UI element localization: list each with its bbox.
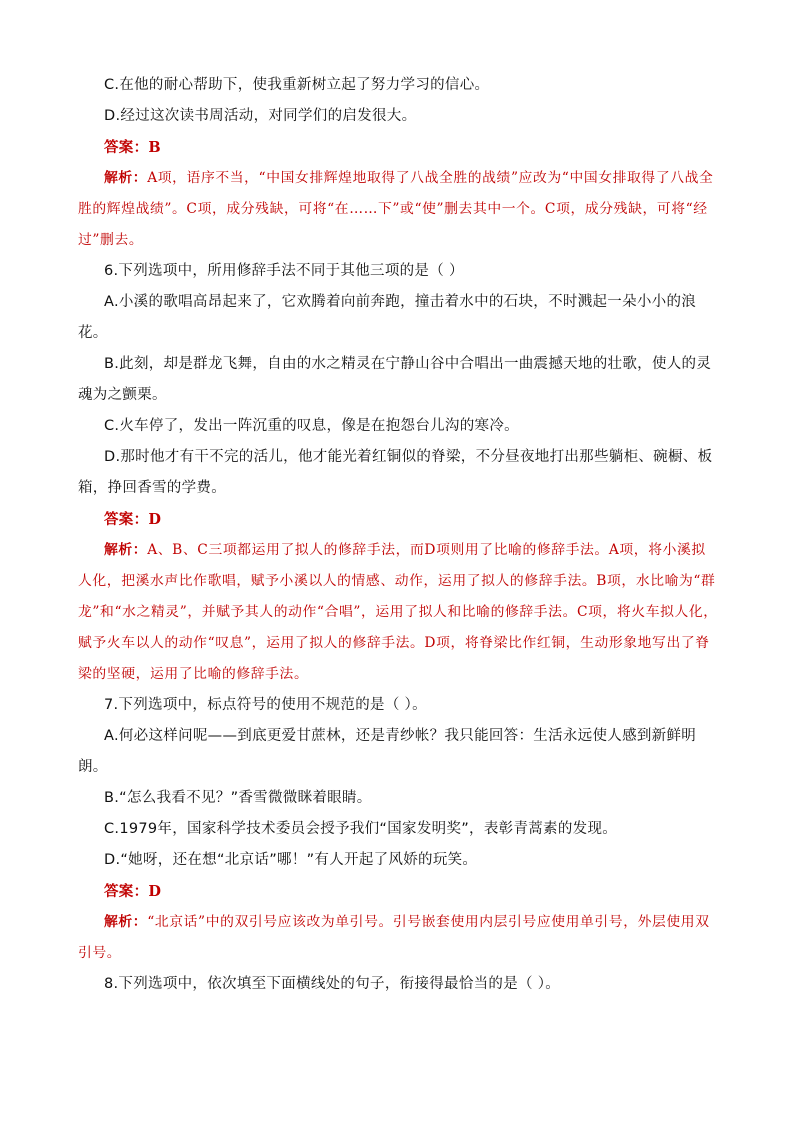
q6-option-c: C.火车停了，发出一阵沉重的叹息，像是在抱怨台儿沟的寒冷。	[104, 418, 519, 434]
q7-analysis-text: “北京话”中的双引号应该改为单引号。引号嵌套使用内层引号应使用单引号，外层使用双引号。	[78, 914, 710, 961]
q6-analysis-label: 解析：	[104, 542, 148, 558]
q6-option-b: B.此刻，却是群龙飞舞，自由的水之精灵在宁静山谷中合唱出一曲震撼天地的壮歌，使人的灵魂为之颤栗。	[78, 356, 712, 403]
q7-answer-label: 答案：	[104, 883, 149, 900]
q5-analysis	[78, 163, 718, 256]
q6-question: 6.下列选项中，所用修辞手法不同于其他三项的是（ ）	[104, 263, 464, 279]
q8-question: 8.下列选项中，依次填至下面横线处的句子，衔接得最恰当的是（ ）。	[104, 976, 561, 992]
q7-option-b: B.“怎么我看不见？”香雪微微眯着眼睛。	[104, 790, 372, 806]
q7-option-d: D.“她呀，还在想“北京话”哪！”有人开起了风娇的玩笑。	[104, 852, 478, 868]
q6-analysis-text: A、B、C三项都运用了拟人的修辞手法，而D项则用了比喻的修辞手法。A项，将小溪拟人化，把溪水声比作歌唱，赋予小溪以人的情感、动作，运用了拟人的修辞手法。B项，水比喻为“群龙”和“水之精灵”，并赋予其人的动作“合唱”，运用了拟人和比喻的修辞手法。C项，将火车拟人化，赋予火车以人的动作“叹息”，运用了拟人的修辞手法。D项，将脊梁比作红铜，生动形象地写出了脊梁的坚硬，运用了比喻的修辞手法。	[78, 542, 718, 682]
q6-analysis	[78, 535, 718, 690]
q7-analysis	[78, 907, 718, 969]
q6-answer	[78, 504, 718, 535]
q7-answer	[78, 876, 718, 907]
q5-answer-label: 答案：	[104, 139, 149, 156]
q7-analysis-label: 解析：	[104, 914, 148, 930]
document-content	[78, 70, 718, 1000]
q5-answer-value: B	[148, 139, 161, 156]
q6-answer-value: D	[148, 511, 162, 528]
q5-answer	[78, 132, 718, 163]
q5-option-c: C.在他的耐心帮助下，使我重新树立起了努力学习的信心。	[104, 77, 490, 93]
q7-option-a: A.何必这样问呢——到底更爱甘蔗林，还是青纱帐？我只能回答：生活永远使人感到新鲜明朗。	[78, 728, 697, 775]
q7-option-c: C.1979年，国家科学技术委员会授予我们“国家发明奖”，表彰青蒿素的发现。	[104, 821, 618, 837]
q5-option-d: D.经过这次读书周活动，对同学们的启发很大。	[104, 108, 417, 124]
q5-analysis-text: A项，语序不当，“中国女排辉煌地取得了八战全胜的战绩”应改为“中国女排取得了八战全胜的辉煌战绩”。C项，成分残缺，可将“在……下”或“使”删去其中一个。C项，成分残缺，可将“经过”删去。	[78, 170, 714, 248]
q6-answer-label: 答案：	[104, 511, 149, 528]
q5-analysis-label: 解析：	[104, 170, 148, 186]
q6-option-d: D.那时他才有干不完的活儿，他才能光着红铜似的脊梁，不分昼夜地打出那些躺柜、碗橱、板箱，挣回香雪的学费。	[78, 449, 713, 496]
q7-answer-value: D	[148, 883, 162, 900]
q7-question: 7.下列选项中，标点符号的使用不规范的是（ ）。	[104, 697, 427, 713]
q6-option-a: A.小溪的歌唱高昂起来了，它欢腾着向前奔跑，撞击着水中的石块，不时溅起一朵小小的浪花。	[78, 294, 697, 341]
